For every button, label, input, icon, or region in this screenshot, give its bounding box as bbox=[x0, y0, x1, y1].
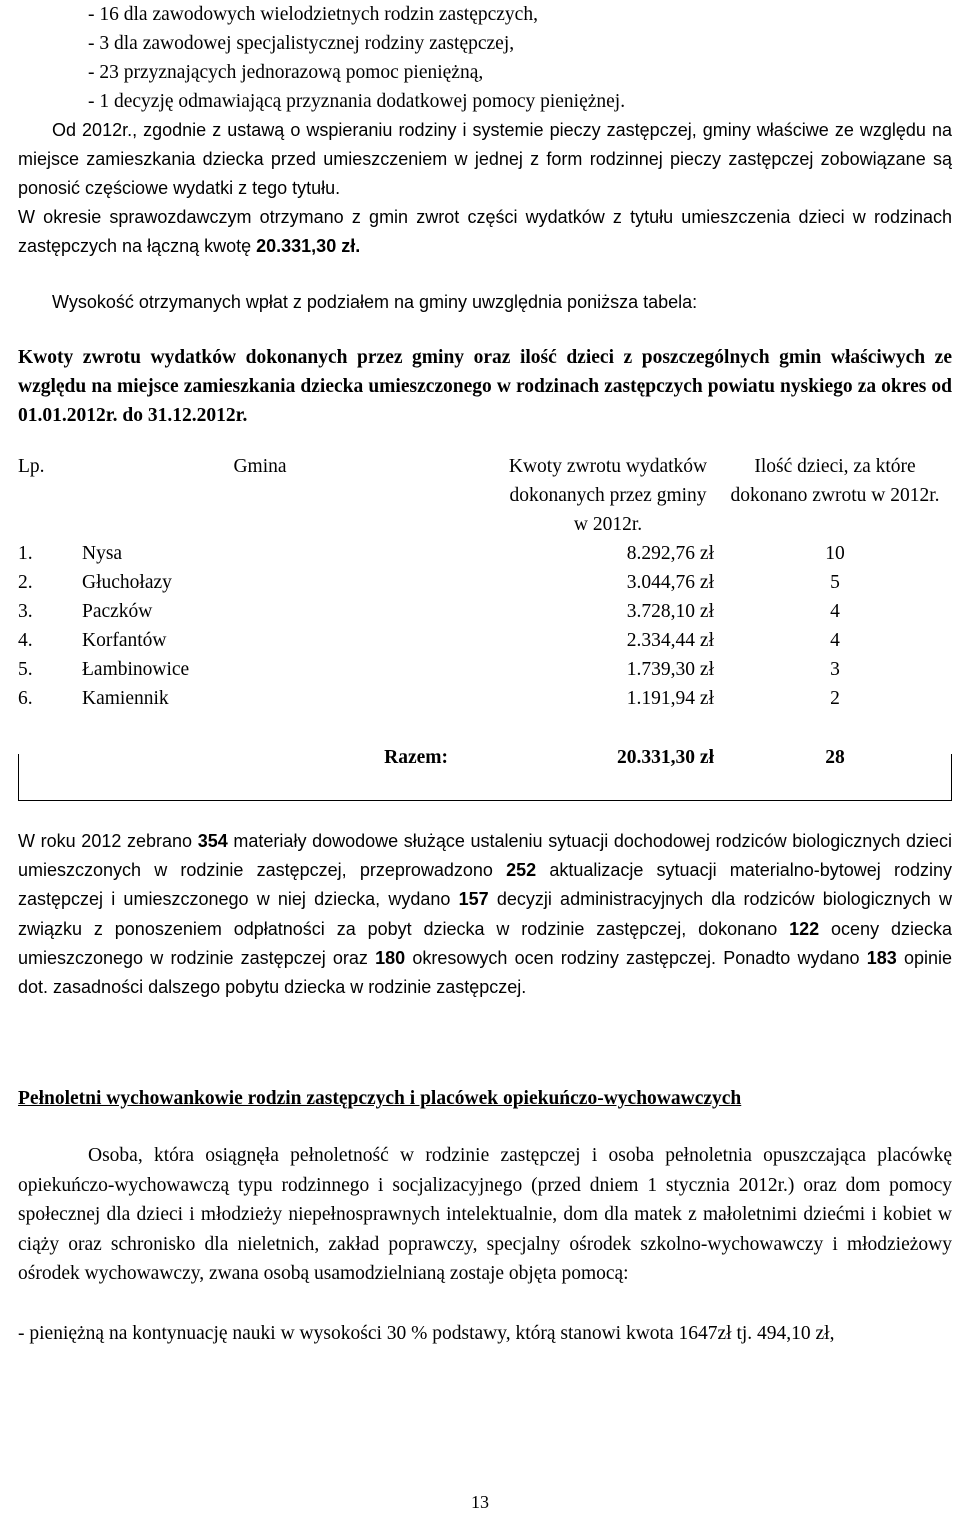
paragraph-activities: W roku 2012 zebrano 354 materiały dowodowe służące ustaleniu sytuacji dochodowej rodziców biologicznych dzieci umieszczonych w rodzinie zastępczej, przeprowadzono 252 aktualizacje sytuacji materialno-bytowej rodziny zastępczej i umieszczonego w niej dziecka, wydano 157 decyzji administracyjnych dla rodziców biologicznych w związku z ponoszeniem odpłatności za pobyt dziecka w rodzinie zastępczej, dokonano 122 oceny dziecka umieszczonego w rodzinie zastępczej oraz 180 okresowych ocen rodziny zastępczej. Ponadto wydano 183 opinie dot. zasadności dalszego pobytu dziecka w rodzinie zastępczej. bbox=[18, 831, 953, 998]
cell-kwota: 3.044,76 zł bbox=[626, 572, 714, 593]
paragraph-text: ., zgodnie z ustawą o wspieraniu rodziny i systemie pieczy zastępczej, gminy właściwe ze względu na miejsce zamieszkania dziecka przed umieszczeniem w jednej z form rodzinnej pieczy zastępczej zobowiązane są ponosić częściowe wydatki z tego tytułu. bbox=[18, 120, 952, 198]
cell-lp: 3. bbox=[18, 601, 33, 622]
cell-gmina: Głuchołazy bbox=[82, 572, 172, 593]
cell-kwota: 2.334,44 zł bbox=[626, 630, 714, 651]
header-kwoty: Kwoty zwrotu wydatków dokonanych przez gminy w 2012r. bbox=[508, 456, 708, 535]
cell-ilosc: 10 bbox=[825, 543, 845, 564]
cell-gmina: Paczków bbox=[82, 601, 153, 622]
table-row bbox=[18, 626, 952, 655]
cell-gmina: Łambinowice bbox=[82, 659, 190, 680]
table-row bbox=[18, 597, 952, 626]
total-kwota: 20.331,30 zł bbox=[617, 747, 714, 768]
table-title: Kwoty zwrotu wydatków dokonanych przez gminy oraz ilość dzieci z poszczególnych gmin właściwych ze względu na miejsce zamieszkania dziecka umieszczonego w rodzinach zastępczych powiatu nyskiego za okres od 01.01.2012r. do 31.12.2012r. bbox=[18, 347, 952, 426]
cell-ilosc: 2 bbox=[830, 688, 840, 709]
cell-ilosc: 5 bbox=[830, 572, 840, 593]
cell-kwota: 8.292,76 zł bbox=[626, 543, 714, 564]
header-gmina: Gmina bbox=[233, 456, 287, 477]
cell-kwota: 1.191,94 zł bbox=[626, 688, 714, 709]
header-lp: Lp. bbox=[18, 456, 45, 477]
total-label: Razem: bbox=[384, 747, 448, 768]
cell-lp: 4. bbox=[18, 630, 33, 651]
cell-lp: 1. bbox=[18, 543, 33, 564]
cell-gmina: Korfantów bbox=[82, 630, 167, 651]
list-item: - 3 dla zawodowej specjalistycznej rodziny zastępczej, bbox=[88, 33, 515, 54]
cell-ilosc: 4 bbox=[830, 601, 840, 622]
paragraph-reimbursement-total bbox=[18, 203, 952, 261]
table-row bbox=[18, 684, 952, 713]
list-item: - 16 dla zawodowych wielodzietnych rodzin zastępczych, bbox=[88, 4, 538, 25]
table-row bbox=[18, 655, 952, 684]
table-border-bottom bbox=[18, 800, 952, 801]
cell-gmina: Kamiennik bbox=[82, 688, 169, 709]
cell-ilosc: 4 bbox=[830, 630, 840, 651]
paragraph-allowance: - pieniężną na kontynuację nauki w wysokości 30 % podstawy, którą stanowi kwota 1647zł tj. 494,10 zł, bbox=[18, 1323, 835, 1344]
header-ilosc: Ilość dzieci, za które dokonano zwrotu w 2012r. bbox=[730, 456, 940, 506]
list-item: - 1 decyzję odmawiającą przyznania dodatkowej pomocy pieniężnej. bbox=[88, 91, 626, 112]
reimbursement-table bbox=[18, 452, 952, 773]
cell-kwota: 1.739,30 zł bbox=[626, 659, 714, 680]
cell-lp: 6. bbox=[18, 688, 33, 709]
table-border-right bbox=[951, 754, 952, 800]
cell-ilosc: 3 bbox=[830, 659, 840, 680]
cell-lp: 2. bbox=[18, 572, 33, 593]
paragraph-lead: Od 2012r bbox=[52, 120, 128, 140]
table-border-left bbox=[18, 754, 19, 800]
total-ilosc: 28 bbox=[825, 747, 845, 768]
page-number: 13 bbox=[471, 1492, 489, 1512]
list-item: - 23 przyznających jednorazową pomoc pieniężną, bbox=[88, 62, 484, 83]
decision-list bbox=[88, 0, 888, 116]
cell-lp: 5. bbox=[18, 659, 33, 680]
table-total-row bbox=[18, 713, 952, 773]
table-header-row bbox=[18, 452, 952, 539]
cell-kwota: 3.728,10 zł bbox=[626, 601, 714, 622]
cell-gmina: Nysa bbox=[82, 543, 123, 564]
table-row bbox=[18, 539, 952, 568]
paragraph-text: W okresie sprawozdawczym otrzymano z gmin zwrot części wydatków z tytułu umieszczenia dzieci w rodzinach zastępczych na łączną kwotę bbox=[18, 207, 952, 256]
total-amount: 20.331,30 zł. bbox=[256, 236, 361, 256]
paragraph-table-intro: Wysokość otrzymanych wpłat z podziałem na gminy uwzględnia poniższa tabela: bbox=[52, 292, 698, 312]
table-row bbox=[18, 568, 952, 597]
paragraph-reimbursement-intro bbox=[18, 116, 952, 203]
paragraph-eligibility: Osoba, która osiągnęła pełnoletność w rodzinie zastępczej i osoba pełnoletnia opuszczająca placówkę opiekuńczo-wychowawczą typu rodzinnego i socjalizacyjnego (przed dniem 1 stycznia 2012r.) oraz dom pomocy społecznej dla dzieci i młodzieży niepełnosprawnych intelektualnie, dom dla matek z małoletnimi dziećmi i kobiet w ciąży oraz schronisko dla nieletnich, zakład poprawczy, specjalny ośrodek szkolno-wychowawczy i młodzieżowy ośrodek wychowawczy, zwana osobą usamodzielnianą zostaje objęta pomocą: bbox=[18, 1145, 952, 1284]
section-title: Pełnoletni wychowankowie rodzin zastępczych i placówek opiekuńczo-wychowawczych bbox=[18, 1088, 742, 1109]
